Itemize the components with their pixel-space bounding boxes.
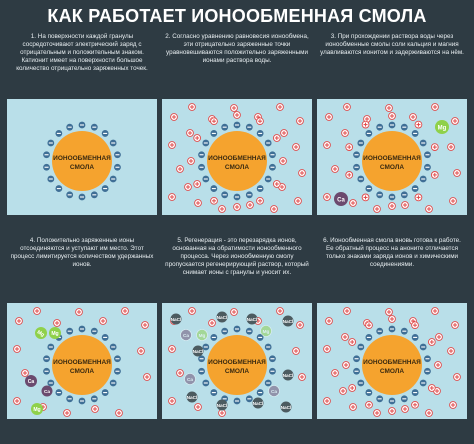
positive-ion-icon [195,404,202,411]
resin-label: ИОНООБМЕННАЯ [53,155,111,162]
positive-ion-icon [257,197,264,204]
negative-charge-icon [79,398,86,405]
positive-ion-icon [349,339,356,346]
positive-ion-icon [34,308,41,315]
positive-ion-icon [426,206,433,213]
positive-ion-icon [362,121,369,128]
negative-charge-icon [234,194,241,201]
negative-charge-icon [376,328,383,335]
negative-charge-icon [376,191,383,198]
negative-charge-icon [66,395,73,402]
negative-charge-icon [234,398,241,405]
negative-charge-icon [412,130,419,137]
positive-ion-icon [374,410,381,417]
positive-ion-icon [454,374,461,381]
positive-ion-icon [14,398,21,405]
magnesium-ion-icon [435,120,449,134]
calcium-ion-icon [42,386,53,397]
positive-ion-icon [219,206,226,213]
step-caption: 1. На поверхности каждой гранулы сосредоточивают электрический заряд с отрицательным и положительным знаком. Катионит имеет на поверхности большое количество отрицательно заряженных точек. [16,33,148,72]
positive-ion-icon [346,172,353,179]
negative-charge-icon [102,130,109,137]
negative-charge-icon [401,395,408,402]
magnesium-ion-label: Mg [33,406,41,413]
negative-charge-icon [265,344,272,351]
positive-ion-icon [332,166,339,173]
positive-ion-icon [412,401,419,408]
positive-ion-icon [185,184,192,191]
positive-ion-icon [247,202,254,209]
positive-ion-icon [450,402,457,409]
nacl-molecule-label: NaCl [282,372,294,378]
nacl-molecule-label: NaCl [282,318,294,324]
positive-ion-icon [342,130,349,137]
positive-ion-icon [142,322,149,329]
positive-ion-icon [432,104,439,111]
positive-ion-icon [448,348,455,355]
negative-charge-icon [365,389,372,396]
negative-charge-icon [389,398,396,405]
positive-ion-icon [428,339,435,346]
negative-charge-icon [265,380,272,387]
nacl-molecule-label: NaCl [246,316,258,322]
negative-charge-icon [198,368,205,375]
negative-charge-icon [114,355,121,362]
negative-charge-icon [424,164,431,171]
positive-ion-icon [389,113,396,120]
negative-charge-icon [257,130,264,137]
negative-charge-icon [114,151,121,158]
positive-ion-icon [436,334,443,341]
positive-ion-icon [209,320,216,327]
positive-ion-icon [169,142,176,149]
magnesium-ion-icon [49,327,61,339]
positive-ion-icon [412,322,419,329]
negative-charge-icon [102,389,109,396]
positive-ion-icon [415,121,422,128]
nacl-molecule-icon [171,314,182,325]
positive-ion-icon [386,105,393,112]
positive-ion-icon [234,204,241,211]
positive-ion-icon [188,158,195,165]
negative-charge-icon [221,191,228,198]
step-caption: 2. Согласно уравнению равновесия ионообмена, эти отрицательно заряженные точки уравновешиваются положительно заряженными ионами раствора воды. [165,33,309,64]
positive-ion-icon [389,316,396,323]
negative-charge-icon [353,164,360,171]
positive-ion-icon [299,170,306,177]
negative-charge-icon [91,395,98,402]
positive-ion-icon [194,181,201,188]
resin-label: ИОНООБМЕННАЯ [53,359,111,366]
negative-charge-icon [412,185,419,192]
negative-charge-icon [43,355,50,362]
positive-ion-icon [297,118,304,125]
positive-ion-icon [344,308,351,315]
magnesium-ion-label: Mg [51,330,59,337]
step-caption: 5. Регенерация - это перезарядка ионов, основанная на обратимости ионообменного процесса. Через ионообменную смолу пропускается регенерирующий раствор, который снимает ионы с гранулы и уносит их. [165,237,309,276]
negative-charge-icon [234,326,241,333]
positive-ion-icon [349,385,356,392]
calcium-ion-label: Ca [337,197,345,204]
calcium-ion-icon [185,374,196,385]
negative-charge-icon [389,326,396,333]
negative-charge-icon [269,355,276,362]
negative-charge-icon [357,380,364,387]
positive-ion-icon [277,308,284,315]
positive-ion-icon [332,370,339,377]
step-panel-3 [317,33,467,204]
diagram-box [7,303,157,419]
positive-ion-icon [366,322,373,329]
positive-ion-icon [271,206,278,213]
negative-charge-icon [376,395,383,402]
nacl-molecule-label: NaCl [252,400,264,406]
negative-charge-icon [210,185,217,192]
calcium-ion-icon [25,375,37,387]
negative-charge-icon [66,328,73,335]
negative-charge-icon [365,130,372,137]
negative-charge-icon [110,176,117,183]
positive-ion-icon [231,105,238,112]
negative-charge-icon [221,328,228,335]
negative-charge-icon [269,368,276,375]
positive-ion-icon [432,308,439,315]
negative-charge-icon [357,176,364,183]
resin-label-line2: СМОЛА [69,368,95,375]
negative-charge-icon [198,151,205,158]
positive-ion-icon [326,114,333,121]
positive-ion-icon [273,135,280,142]
negative-charge-icon [412,389,419,396]
positive-ion-icon [426,410,433,417]
positive-ion-icon [76,309,83,316]
page-title: КАК РАБОТАЕТ ИОНООБМЕННАЯ СМОЛА [47,6,427,26]
positive-ion-icon [324,398,331,405]
positive-ion-icon [324,346,331,353]
positive-ion-icon [219,410,226,417]
negative-charge-icon [376,124,383,131]
negative-charge-icon [55,389,62,396]
negative-charge-icon [114,368,121,375]
negative-charge-icon [420,140,427,147]
negative-charge-icon [47,176,54,183]
negative-charge-icon [79,194,86,201]
calcium-ion-label: Ca [183,332,189,338]
negative-charge-icon [102,185,109,192]
positive-ion-icon [340,388,347,395]
positive-ion-icon [169,398,176,405]
negative-charge-icon [110,344,117,351]
negative-charge-icon [91,328,98,335]
nacl-molecule-icon [283,370,294,381]
negative-charge-icon [357,344,364,351]
positive-ion-icon [273,181,280,188]
resin-label: ИОНООБМЕННАЯ [363,155,421,162]
positive-ion-icon [448,144,455,151]
positive-ion-icon [431,144,438,151]
positive-ion-icon [389,408,396,415]
positive-ion-icon [402,202,409,209]
nacl-molecule-label: NaCl [170,316,182,322]
positive-ion-icon [342,334,349,341]
positive-ion-icon [169,346,176,353]
negative-charge-icon [102,334,109,341]
step-panel-4 [7,237,157,413]
negative-charge-icon [234,122,241,129]
resin-label-line2: СМОЛА [69,164,95,171]
positive-ion-icon [350,200,357,207]
positive-ion-icon [171,114,178,121]
negative-charge-icon [269,151,276,158]
calcium-ion-icon [181,330,192,341]
negative-charge-icon [401,124,408,131]
negative-charge-icon [412,334,419,341]
positive-ion-icon [211,197,218,204]
positive-ion-icon [189,104,196,111]
positive-ion-icon [362,194,369,201]
positive-ion-icon [431,172,438,179]
calcium-ion-label: Ca [187,376,193,382]
positive-ion-icon [415,194,422,201]
resin-label: ИОНООБМЕННАЯ [208,359,266,366]
negative-charge-icon [47,380,54,387]
negative-charge-icon [401,328,408,335]
positive-ion-icon [344,104,351,111]
positive-ion-icon [293,348,300,355]
negative-charge-icon [353,368,360,375]
negative-charge-icon [389,122,396,129]
positive-ion-icon [92,406,99,413]
negative-charge-icon [43,151,50,158]
positive-ion-icon [295,198,302,205]
positive-ion-icon [177,370,184,377]
negative-charge-icon [353,151,360,158]
positive-ion-icon [374,206,381,213]
step-panel-5 [162,237,312,410]
negative-charge-icon [221,124,228,131]
positive-ion-icon [257,118,264,125]
nacl-molecule-icon [247,314,258,325]
negative-charge-icon [424,355,431,362]
positive-ion-icon [54,320,61,327]
negative-charge-icon [43,368,50,375]
magnesium-ion-label: Mg [35,329,46,339]
negative-charge-icon [420,176,427,183]
negative-charge-icon [401,191,408,198]
positive-ion-icon [343,362,350,369]
diagram-box [317,99,467,215]
negative-charge-icon [202,344,209,351]
negative-charge-icon [114,164,121,171]
negative-charge-icon [47,140,54,147]
negative-charge-icon [257,185,264,192]
negative-charge-icon [210,334,217,341]
positive-ion-icon [454,170,461,177]
positive-ion-icon [64,410,71,417]
negative-charge-icon [202,176,209,183]
positive-ion-icon [428,385,435,392]
negative-charge-icon [246,191,253,198]
nacl-molecule-icon [253,398,264,409]
resin-label: ИОНООБМЕННАЯ [208,155,266,162]
positive-ion-icon [234,112,241,119]
step-caption: 3. При прохождении раствора воды через ионообменные смолы соли кальция и магния улавливаются ионитом и задерживаются на нём. [320,33,464,56]
calcium-ion-label: Ca [44,388,50,394]
negative-charge-icon [198,164,205,171]
diagram-box [162,303,312,419]
step-caption: 6. Ионообменная смола вновь готова к работе. Ее обратный процесс на аноните отличается только знаками заряда ионов и химическими соединениями. [323,237,461,268]
negative-charge-icon [265,140,272,147]
negative-charge-icon [269,164,276,171]
nacl-molecule-label: NaCl [280,404,292,410]
positive-ion-icon [280,158,287,165]
positive-ion-icon [195,200,202,207]
negative-charge-icon [257,389,264,396]
positive-ion-icon [116,410,123,417]
positive-ion-icon [144,374,151,381]
step-caption: 4. Положительно заряженные ионы отсоединяются и уступают им место. Этот процесс лимитируется количеством удержанных ионов. [10,237,154,268]
resin-label-line2: СМОЛА [224,164,250,171]
positive-ion-icon [402,406,409,413]
magnesium-ion-label: Mg [198,332,206,338]
positive-ion-icon [14,346,21,353]
negative-charge-icon [66,124,73,131]
positive-ion-icon [189,308,196,315]
positive-ion-icon [452,118,459,125]
positive-ion-icon [366,401,373,408]
magnesium-ion-icon [197,330,208,341]
positive-ion-icon [187,130,194,137]
negative-charge-icon [210,130,217,137]
negative-charge-icon [357,140,364,147]
nacl-molecule-label: NaCl [186,394,198,400]
magnesium-ion-icon [35,327,47,339]
positive-ion-icon [281,130,288,137]
step-panel-2 [162,33,312,171]
positive-ion-icon [194,135,201,142]
positive-ion-icon [435,362,442,369]
negative-charge-icon [265,176,272,183]
resin-label-line2: СМОЛА [379,368,405,375]
positive-ion-icon [299,374,306,381]
step-panel-6 [317,237,467,375]
positive-ion-icon [324,194,331,201]
positive-ion-icon [16,318,23,325]
resin-label-line2: СМОЛА [379,164,405,171]
positive-ion-icon [100,318,107,325]
nacl-molecule-icon [281,402,292,413]
resin-label-line2: СМОЛА [224,368,250,375]
negative-charge-icon [389,194,396,201]
positive-ion-icon [231,309,238,316]
positive-ion-icon [177,166,184,173]
step-panel-1 [7,33,157,171]
negative-charge-icon [55,185,62,192]
nacl-molecule-label: NaCl [192,348,204,354]
negative-charge-icon [202,140,209,147]
nacl-molecule-icon [217,400,228,411]
negative-charge-icon [110,140,117,147]
positive-ion-icon [277,104,284,111]
magnesium-ion-icon [31,403,43,415]
negative-charge-icon [424,368,431,375]
negative-charge-icon [246,124,253,131]
negative-charge-icon [79,326,86,333]
negative-charge-icon [365,185,372,192]
positive-ion-icon [326,318,333,325]
negative-charge-icon [424,151,431,158]
positive-ion-icon [169,194,176,201]
positive-ion-icon [389,203,396,210]
diagram-box [162,99,312,215]
diagram-box [317,303,467,419]
resin-label: ИОНООБМЕННАЯ [363,359,421,366]
negative-charge-icon [43,164,50,171]
positive-ion-icon [293,144,300,151]
calcium-ion-icon [334,192,348,206]
nacl-molecule-icon [217,312,228,323]
nacl-molecule-label: NaCl [216,314,228,320]
positive-ion-icon [297,322,304,329]
negative-charge-icon [91,191,98,198]
negative-charge-icon [55,130,62,137]
negative-charge-icon [91,124,98,131]
negative-charge-icon [47,344,54,351]
nacl-molecule-icon [193,346,204,357]
magnesium-ion-label: Mg [262,328,270,334]
positive-ion-icon [410,114,417,121]
negative-charge-icon [202,380,209,387]
negative-charge-icon [66,191,73,198]
positive-ion-icon [211,118,218,125]
negative-charge-icon [353,355,360,362]
negative-charge-icon [210,389,217,396]
positive-ion-icon [452,322,459,329]
nacl-molecule-icon [283,316,294,327]
calcium-ion-label: Ca [271,388,277,394]
magnesium-ion-icon [261,326,272,337]
negative-charge-icon [420,380,427,387]
magnesium-ion-label: Mg [437,125,447,132]
positive-ion-icon [324,142,331,149]
nacl-molecule-icon [187,392,198,403]
negative-charge-icon [246,328,253,335]
positive-ion-icon [22,370,29,377]
negative-charge-icon [79,122,86,129]
positive-ion-icon [450,198,457,205]
positive-ion-icon [138,348,145,355]
positive-ion-icon [346,144,353,151]
positive-ion-icon [122,308,129,315]
negative-charge-icon [420,344,427,351]
negative-charge-icon [365,334,372,341]
calcium-ion-label: Ca [27,378,35,385]
nacl-molecule-label: NaCl [216,402,228,408]
diagram-box [7,99,157,215]
calcium-ion-icon [269,386,280,397]
positive-ion-icon [350,404,357,411]
positive-ion-icon [386,309,393,316]
negative-charge-icon [110,380,117,387]
